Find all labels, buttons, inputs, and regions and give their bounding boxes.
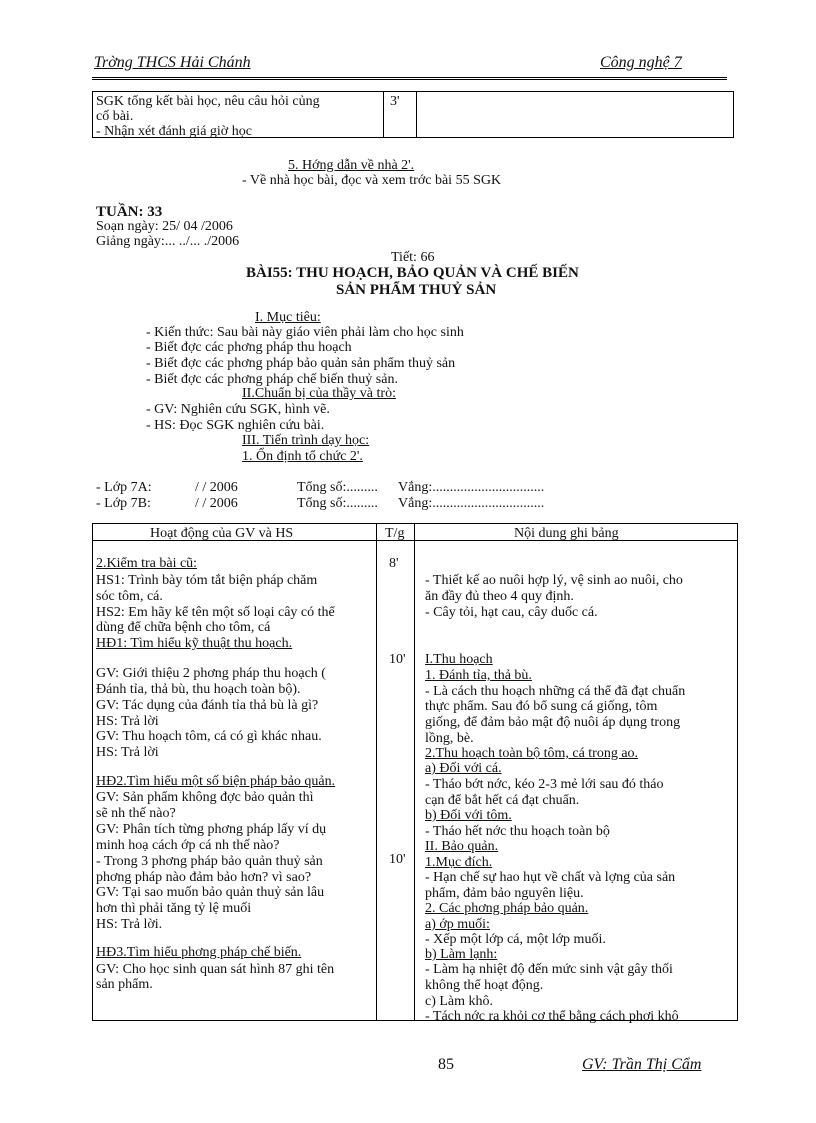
activity-line: HĐ3.Tìm hiểu phơng pháp chế biến. bbox=[96, 945, 302, 960]
activity-line: HS2: Em hãy kể tên một số loại cây có thể bbox=[96, 605, 335, 620]
content-line: - Hạn chế sự hao hụt về chất và lợng của sản bbox=[425, 870, 676, 885]
content-line: - Là cách thu hoạch những cá thể đã đạt chuẩn bbox=[425, 684, 686, 699]
time-cell: 8' bbox=[389, 556, 399, 571]
class-date: / / 2006 bbox=[195, 496, 238, 511]
class-total: Tổng số:......... bbox=[297, 480, 378, 495]
week-label: TUẦN: 33 bbox=[96, 204, 163, 220]
time-cell: 10' bbox=[389, 852, 406, 867]
class-absent: Vắng:................................ bbox=[398, 496, 545, 511]
process-heading: III. Tiến trình dạy học: bbox=[242, 433, 370, 448]
content-line: 1.Mục đích. bbox=[425, 855, 493, 870]
lesson-title-line-1: BÀI55: THU HOẠCH, BẢO QUẢN VÀ CHẾ BIẾN bbox=[246, 265, 579, 281]
content-line: a) ớp muối: bbox=[425, 917, 490, 932]
guide-title: 5. Hớng dẫn về nhà 2'. bbox=[288, 158, 415, 173]
header-rule bbox=[92, 77, 727, 80]
activity-line: GV: Phân tích từng phơng pháp lấy ví dụ bbox=[96, 822, 327, 837]
activity-line: GV: Thu hoạch tôm, cá có gì khác nhau. bbox=[96, 729, 322, 744]
main-table-divider-1 bbox=[376, 523, 377, 1020]
top-table-divider-1 bbox=[383, 91, 384, 137]
content-line: - Tháo hết nớc thu hoạch toàn bộ bbox=[425, 824, 610, 839]
content-line: - Làm hạ nhiệt độ đến mức sinh vật gây thối bbox=[425, 962, 673, 977]
top-table-divider-2 bbox=[416, 91, 417, 137]
activity-line: - Trong 3 phơng pháp bảo quản thuỷ sản bbox=[96, 854, 323, 869]
top-table-time: 3' bbox=[390, 94, 400, 109]
teacher-name: GV: Trần Thị Cẩm bbox=[582, 1056, 702, 1073]
content-line: thực phẩm. Sau đó bổ sung cá giống, tôm bbox=[425, 699, 658, 714]
content-line: a) Đối với cá. bbox=[425, 761, 502, 776]
activity-line: HĐ1: Tìm hiểu kỹ thuật thu hoạch. bbox=[96, 636, 293, 651]
guide-text: - Về nhà học bài, đọc và xem trớc bài 55 SGK bbox=[242, 173, 502, 188]
objective-item: - Biết đợc các phơng pháp chế biến thuỷ sản. bbox=[146, 372, 398, 387]
class-absent: Vắng:................................ bbox=[398, 480, 545, 495]
content-line: - Tách nớc ra khỏi cơ thể bằng cách phơi khô bbox=[425, 1009, 679, 1024]
content-line: không thể hoạt động. bbox=[425, 978, 544, 993]
activity-line: sẽ nh thế nào? bbox=[96, 806, 176, 821]
page-number: 85 bbox=[438, 1056, 454, 1073]
col-header-content: Nội dung ghi bảng bbox=[514, 526, 619, 541]
content-line: - Xếp một lớp cá, một lớp muối. bbox=[425, 932, 606, 947]
activity-line: dùng để chữa bệnh cho tôm, cá bbox=[96, 620, 271, 635]
lesson-title-line-2: SẢN PHẨM THUỶ SẢN bbox=[336, 282, 497, 298]
class-name: - Lớp 7B: bbox=[96, 496, 151, 511]
top-table-left-3: - Nhận xét đánh giá giờ học bbox=[96, 124, 252, 139]
col-header-time: T/g bbox=[385, 526, 405, 541]
activity-line: minh hoạ cách ớp cá nh thế nào? bbox=[96, 838, 280, 853]
lesson-period: Tiết: 66 bbox=[391, 250, 435, 265]
preparation-heading: II.Chuẩn bị của thầy và trò: bbox=[242, 386, 396, 401]
activity-line: sản phẩm. bbox=[96, 977, 153, 992]
content-line: giống, để đảm bảo mật độ nuôi áp dụng trong bbox=[425, 715, 681, 730]
objective-item: - Biết đợc các phơng pháp bảo quản sản phẩm thuỷ sản bbox=[146, 356, 456, 371]
col-header-activities: Hoạt động của GV và HS bbox=[150, 526, 294, 541]
process-sub: 1. Ổn định tổ chức 2'. bbox=[242, 449, 363, 464]
top-table-left-1: SGK tổng kết bài học, nêu câu hỏi củng bbox=[96, 94, 320, 109]
content-line: - Tháo bớt nớc, kéo 2-3 mẻ lới sau đó tháo bbox=[425, 777, 664, 792]
school-name: Trờng THCS Hải Chánh bbox=[94, 54, 251, 71]
activity-line: GV: Cho học sinh quan sát hình 87 ghi tên bbox=[96, 962, 335, 977]
preparation-item: - HS: Đọc SGK nghiên cứu bài. bbox=[146, 418, 325, 433]
class-date: / / 2006 bbox=[195, 480, 238, 495]
content-line: 1. Đánh tỉa, thả bù. bbox=[425, 668, 532, 683]
subject-name: Công nghệ 7 bbox=[600, 54, 682, 71]
activity-line: GV: Tại sao muốn bảo quản thuỷ sản lâu bbox=[96, 885, 325, 900]
content-line: phẩm, đảm bảo nguyên liệu. bbox=[425, 886, 584, 901]
content-line: 2. Các phơng pháp bảo quản. bbox=[425, 901, 589, 916]
content-line: I.Thu hoạch bbox=[425, 652, 493, 667]
activity-line: HS: Trả lời bbox=[96, 714, 159, 729]
activity-line: phơng pháp nào đảm bảo hơn? vì sao? bbox=[96, 870, 312, 885]
content-line: 2.Thu hoạch toàn bộ tôm, cá trong ao. bbox=[425, 746, 639, 761]
content-line: b) Làm lạnh: bbox=[425, 947, 498, 962]
teach-date: Giảng ngày:... ../... ./2006 bbox=[96, 234, 240, 249]
content-line: b) Đối với tôm. bbox=[425, 808, 512, 823]
content-line: c) Làm khô. bbox=[425, 994, 494, 1009]
top-table-left-2: cố bài. bbox=[96, 109, 134, 124]
objectives-heading: I. Mục tiêu: bbox=[255, 310, 321, 325]
activity-line: Đánh tỉa, thả bù, thu hoạch toàn bộ). bbox=[96, 682, 301, 697]
content-line: - Thiết kế ao nuôi hợp lý, vệ sinh ao nuôi, cho bbox=[425, 573, 683, 588]
content-line: cạn để bắt hết cá đạt chuẩn. bbox=[425, 793, 580, 808]
activity-line: GV: Tác dụng của đánh tỉa thả bù là gì? bbox=[96, 698, 319, 713]
activity-line: hơn thì phải tăng tỷ lệ muối bbox=[96, 901, 252, 916]
activity-line: HS1: Trình bày tóm tắt biện pháp chăm bbox=[96, 573, 318, 588]
activity-line: sóc tôm, cá. bbox=[96, 589, 163, 604]
content-line: II. Bảo quản. bbox=[425, 839, 499, 854]
activity-line: GV: Sản phẩm không đợc bảo quản thì bbox=[96, 790, 314, 805]
content-line: ăn đầy đủ theo 4 quy định. bbox=[425, 589, 574, 604]
time-cell: 10' bbox=[389, 652, 406, 667]
activity-line: GV: Giới thiệu 2 phơng pháp thu hoạch ( bbox=[96, 666, 326, 681]
objective-item: - Biết đợc các phơng pháp thu hoạch bbox=[146, 340, 352, 355]
objective-item: - Kiến thức: Sau bài này giáo viên phải làm cho học sinh bbox=[146, 325, 464, 340]
preparation-item: - GV: Nghiên cứu SGK, hình vẽ. bbox=[146, 402, 330, 417]
prep-date: Soạn ngày: 25/ 04 /2006 bbox=[96, 219, 233, 234]
activity-line: HS: Trả lời bbox=[96, 745, 159, 760]
class-name: - Lớp 7A: bbox=[96, 480, 152, 495]
main-table-divider-2 bbox=[414, 523, 415, 1020]
content-line: - Cây tỏi, hạt cau, cây duốc cá. bbox=[425, 605, 598, 620]
content-line: lồng, bè. bbox=[425, 731, 474, 746]
class-total: Tổng số:......... bbox=[297, 496, 378, 511]
activity-line: HĐ2.Tìm hiểu một số biện pháp bảo quản. bbox=[96, 774, 336, 789]
activity-line: 2.Kiểm tra bài cũ: bbox=[96, 556, 198, 571]
activity-line: HS: Trả lời. bbox=[96, 917, 163, 932]
